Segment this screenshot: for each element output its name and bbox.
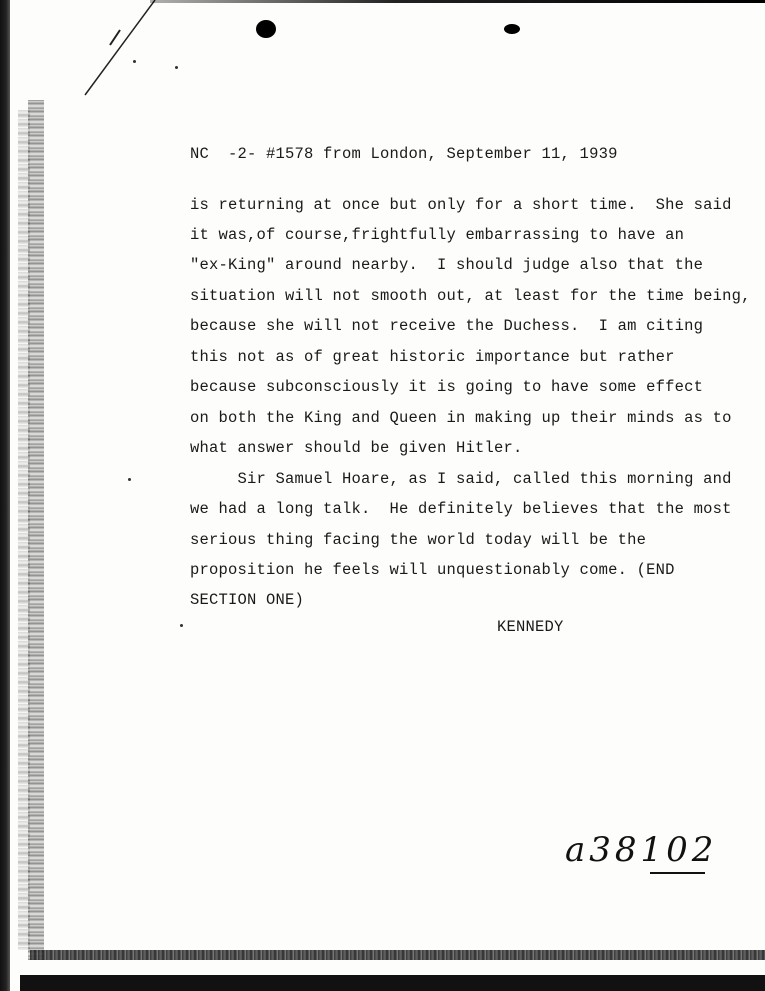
paragraph-line: situation will not smooth out, at least for the time being, (190, 287, 751, 305)
paragraph-line: serious thing facing the world today will be the (190, 531, 647, 549)
scan-diagonal-mark (0, 0, 200, 130)
paragraph-line: "ex-King" around nearby. I should judge also that the (190, 256, 704, 274)
paragraph-line: we had a long talk. He definitely believes that the most (190, 500, 732, 518)
scan-top-edge (150, 0, 765, 3)
speck (128, 478, 131, 481)
paragraph-line: Sir Samuel Hoare, as I said, called this morning and (190, 470, 732, 488)
scan-edge-noise (28, 100, 44, 960)
paragraph-line: it was,of course,frightfully embarrassing to have an (190, 226, 685, 244)
speck (180, 624, 183, 627)
paragraph-line: what answer should be given Hitler. (190, 439, 523, 457)
scan-left-shadow (0, 0, 10, 991)
punch-hole (504, 24, 520, 34)
signature: KENNEDY (497, 618, 564, 636)
paragraph-line: on both the King and Queen in making up their minds as to (190, 409, 732, 427)
speck (175, 66, 178, 69)
speck (133, 60, 136, 63)
scan-bottom-bar (20, 975, 765, 991)
paragraph-line: because she will not receive the Duchess. I am citing (190, 317, 704, 335)
handwritten-annotation: a38102 (565, 830, 718, 870)
punch-hole (256, 20, 276, 38)
document-header: NC -2- #1578 from London, September 11, 1939 (190, 145, 618, 163)
paragraph-line: because subconsciously it is going to have some effect (190, 378, 704, 396)
scan-bottom-edge (30, 950, 765, 960)
paragraph-line: proposition he feels will unquestionably come. (END (190, 561, 675, 579)
paragraph-line: SECTION ONE) (190, 591, 305, 609)
paragraph-line: this not as of great historic importance but rather (190, 348, 675, 366)
paragraph-line: is returning at once but only for a short time. She said (190, 196, 732, 214)
handwritten-underline (650, 872, 705, 874)
